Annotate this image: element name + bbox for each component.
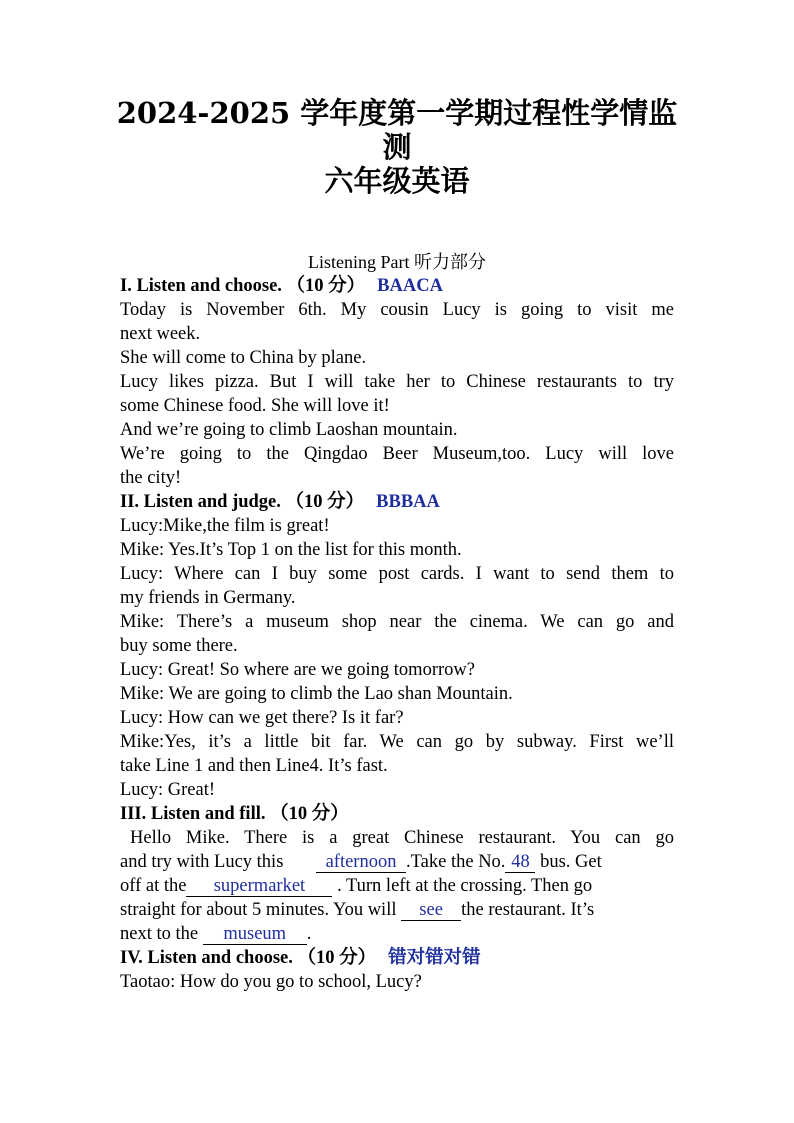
- section-1-answer: BAACA: [377, 276, 443, 296]
- text-line: She will come to China by plane.: [120, 348, 367, 368]
- fill-blank-5: museum: [203, 924, 307, 945]
- document-title: [110, 96, 684, 198]
- dialogue-line: Mike: We are going to climb the Lao shan Mountain.: [120, 684, 513, 704]
- fill-line-5: [120, 922, 674, 946]
- text-line: Today is November 6th. My cousin Lucy is going to visit me: [120, 300, 674, 320]
- dialogue-line: Lucy:Mike,the film is great!: [120, 516, 330, 536]
- fill-text: .: [306, 924, 312, 944]
- section-2-heading: II. Listen and judge. （10 分）: [120, 492, 365, 512]
- section-2-heading-row: [120, 490, 674, 514]
- section-3-heading: III. Listen and fill. （10 分）: [120, 804, 349, 824]
- fill-blank-4: see: [401, 900, 461, 921]
- fill-blank-2: 48: [505, 852, 535, 873]
- title-line-3: 六年级英语: [324, 164, 470, 198]
- dialogue-line: Mike:Yes, it’s a little bit far. We can go by subway. First we’ll: [120, 732, 674, 752]
- dialogue-line: take Line 1 and then Line4. It’s fast.: [120, 756, 388, 776]
- fill-blank-1: afternoon: [316, 852, 406, 873]
- fill-line-4: [120, 898, 674, 922]
- fill-text: bus. Get: [540, 852, 602, 872]
- text-line: the city!: [120, 468, 182, 488]
- document-body: [120, 274, 674, 994]
- section-4-heading-row: [120, 946, 674, 970]
- title-line-1: 2024-2025 学年度第一学期过程性学情监: [116, 96, 678, 130]
- dialogue-line: Mike: There’s a museum shop near the cinema. We can go and: [120, 612, 674, 632]
- text-line: And we’re going to climb Laoshan mountain.: [120, 420, 458, 440]
- dialogue-line: Lucy: Where can I buy some post cards. I want to send them to: [120, 564, 674, 584]
- fill-line-1: Hello Mike. There is a great Chinese restaurant. You can go: [130, 828, 674, 848]
- fill-text: the restaurant. It’s: [461, 900, 595, 920]
- section-2-answer: BBBAA: [376, 492, 440, 512]
- fill-line-3: [120, 874, 674, 898]
- fill-line-2: [120, 850, 674, 874]
- dialogue-line: Lucy: How can we get there? Is it far?: [120, 708, 404, 728]
- text-line: We’re going to the Qingdao Beer Museum,too. Lucy will love: [120, 444, 674, 464]
- dialogue-line: buy some there.: [120, 636, 238, 656]
- fill-text: . Turn left at the crossing. Then go: [337, 876, 593, 896]
- dialogue-line: Lucy: Great! So where are we going tomorrow?: [120, 660, 475, 680]
- dialogue-line: Mike: Yes.It’s Top 1 on the list for this month.: [120, 540, 462, 560]
- subtitle: Listening Part 听力部分: [308, 252, 486, 272]
- fill-blank-3: supermarket: [186, 876, 332, 897]
- text-line: Lucy likes pizza. But I will take her to Chinese restaurants to try: [120, 372, 674, 392]
- section-4-answer: 错对错对错: [388, 948, 481, 968]
- dialogue-line: Taotao: How do you go to school, Lucy?: [120, 972, 422, 992]
- fill-text: off at the: [120, 876, 187, 896]
- section-1-heading: I. Listen and choose. （10 分）: [120, 276, 366, 296]
- fill-text: .Take the No.: [406, 852, 506, 872]
- section-4-heading: IV. Listen and choose. （10 分）: [120, 948, 377, 968]
- fill-text: straight for about 5 minutes. You will: [120, 900, 397, 920]
- fill-text: and try with Lucy this: [120, 852, 284, 872]
- text-line: next week.: [120, 324, 201, 344]
- dialogue-line: my friends in Germany.: [120, 588, 296, 608]
- fill-text: next to the: [120, 924, 199, 944]
- title-line-2: 测: [382, 130, 412, 164]
- section-3-heading-row: [120, 802, 674, 826]
- text-line: some Chinese food. She will love it!: [120, 396, 390, 416]
- section-1-heading-row: [120, 274, 674, 298]
- dialogue-line: Lucy: Great!: [120, 780, 216, 800]
